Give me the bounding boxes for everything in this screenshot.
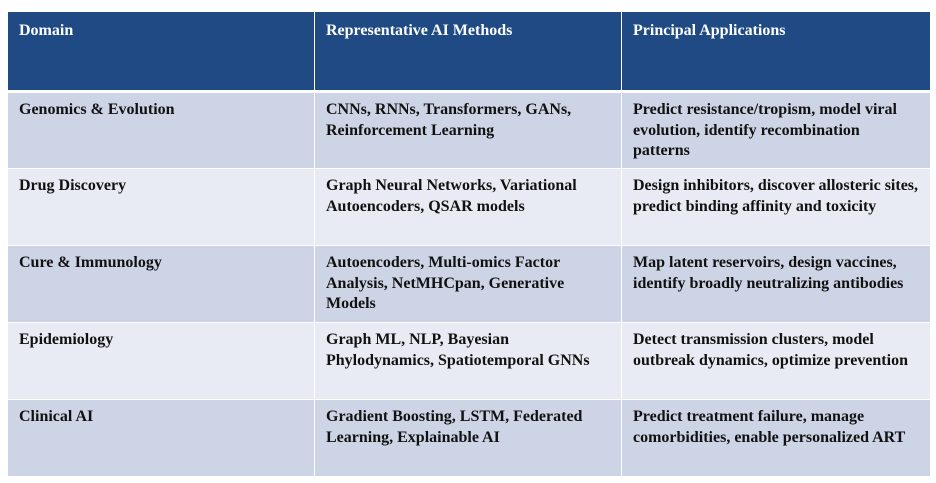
table-row [8, 246, 931, 323]
cell-applications: Predict treatment failure, manage comorbidities, enable personalized ART [622, 400, 931, 477]
cell-domain: Cure & Immunology [8, 246, 315, 323]
cell-methods: CNNs, RNNs, Transformers, GANs, Reinforcement Learning [315, 92, 622, 169]
cell-applications: Map latent reservoirs, design vaccines, identify broadly neutralizing antibodies [622, 246, 931, 323]
header-row [8, 12, 931, 92]
cell-methods: Graph Neural Networks, Variational Autoencoders, QSAR models [315, 169, 622, 246]
cell-applications: Predict resistance/tropism, model viral evolution, identify recombination patterns [622, 92, 931, 169]
cell-applications: Design inhibitors, discover allosteric sites, predict binding affinity and toxicity [622, 169, 931, 246]
header-domain: Domain [8, 12, 315, 92]
table-header [8, 12, 931, 92]
table-row [8, 323, 931, 400]
table-row [8, 169, 931, 246]
table-row [8, 400, 931, 477]
cell-applications: Detect transmission clusters, model outbreak dynamics, optimize prevention [622, 323, 931, 400]
cell-domain: Genomics & Evolution [8, 92, 315, 169]
ai-methods-table-container [7, 11, 930, 477]
header-methods: Representative AI Methods [315, 12, 622, 92]
table-body [8, 92, 931, 477]
header-applications: Principal Applications [622, 12, 931, 92]
ai-methods-table [7, 11, 931, 477]
cell-domain: Drug Discovery [8, 169, 315, 246]
cell-methods: Autoencoders, Multi-omics Factor Analysis, NetMHCpan, Generative Models [315, 246, 622, 323]
cell-methods: Gradient Boosting, LSTM, Federated Learning, Explainable AI [315, 400, 622, 477]
cell-domain: Clinical AI [8, 400, 315, 477]
cell-methods: Graph ML, NLP, Bayesian Phylodynamics, Spatiotemporal GNNs [315, 323, 622, 400]
table-row [8, 92, 931, 169]
cell-domain: Epidemiology [8, 323, 315, 400]
